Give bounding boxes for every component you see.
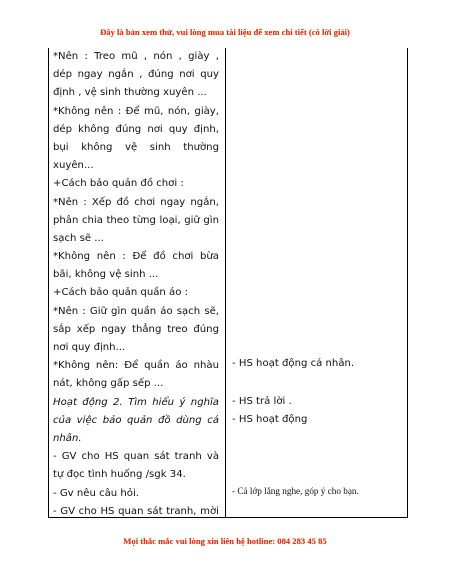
column-divider xyxy=(225,48,226,518)
footer-notice: Mọi thắc mắc vui lòng xin liên hệ hotline: 084 283 45 85 xyxy=(123,536,327,546)
text-line: sắp xếp ngay thẳng treo đúng xyxy=(53,323,219,335)
text-line: dép ngay ngắn , đúng nơi quy xyxy=(53,69,219,81)
text-line: - GV cho HS quan sát tranh và xyxy=(53,451,219,463)
student-answer-note: - HS trả lời . xyxy=(232,396,292,407)
text-line: *Nên : Treo mũ , nón , giày , xyxy=(53,51,219,62)
text-line: - Gv nêu câu hỏi. xyxy=(53,487,139,499)
activity-heading: nhân. xyxy=(53,432,82,444)
text-line: bụi không vệ sinh thường xyxy=(53,141,219,153)
text-line: *Nên : Xếp đồ chơi ngay ngắn, xyxy=(53,196,219,208)
text-line: xuyên... xyxy=(53,160,94,172)
activity-heading: của việc bảo quản đồ dùng cá xyxy=(53,414,219,426)
text-line: +Cách bảo quản đồ chơi : xyxy=(53,178,184,190)
text-line: *Không nên: Để quần áo nhàu xyxy=(53,360,219,372)
student-activity-note: - HS hoạt động xyxy=(232,414,308,425)
text-line: nơi quy định... xyxy=(53,342,126,353)
text-line: tự đọc tình huống /sgk 34. xyxy=(53,469,186,481)
teacher-activity-column xyxy=(53,48,219,521)
text-line: dép không đúng nơi quy định, xyxy=(53,123,219,135)
text-line: *Không nên : Để đồ chơi bừa xyxy=(53,251,219,263)
text-line: +Cách bảo quản quần áo : xyxy=(53,287,188,299)
class-listen-note: - Cả lớp lắng nghe, góp ý cho bạn. xyxy=(232,486,359,496)
text-line: *Nên : Giữ gìn quần áo sạch sẽ, xyxy=(53,305,219,317)
header-notice: Đây là bản xem thử, vui lòng mua tài liệu để xem chi tiết (có lời giải) xyxy=(100,27,350,37)
text-line: - GV cho HS quan sát tranh, mời xyxy=(53,505,219,517)
text-line: sạch sẽ ... xyxy=(53,232,104,244)
text-line: *Không nên : Để mũ, nón, giày, xyxy=(53,105,219,117)
text-line: phân chia theo từng loại, giữ gìn xyxy=(53,214,219,226)
student-individual-note: - HS hoạt động cá nhân. xyxy=(232,358,355,369)
text-line: bãi, không vệ sinh ... xyxy=(53,269,159,281)
activity-heading: Hoạt động 2. Tìm hiểu ý nghĩa xyxy=(53,396,219,408)
text-line: nát, không gấp sếp ... xyxy=(53,378,164,390)
lesson-table xyxy=(48,48,408,518)
text-line: định , vệ sinh thường xuyên ... xyxy=(53,87,207,99)
